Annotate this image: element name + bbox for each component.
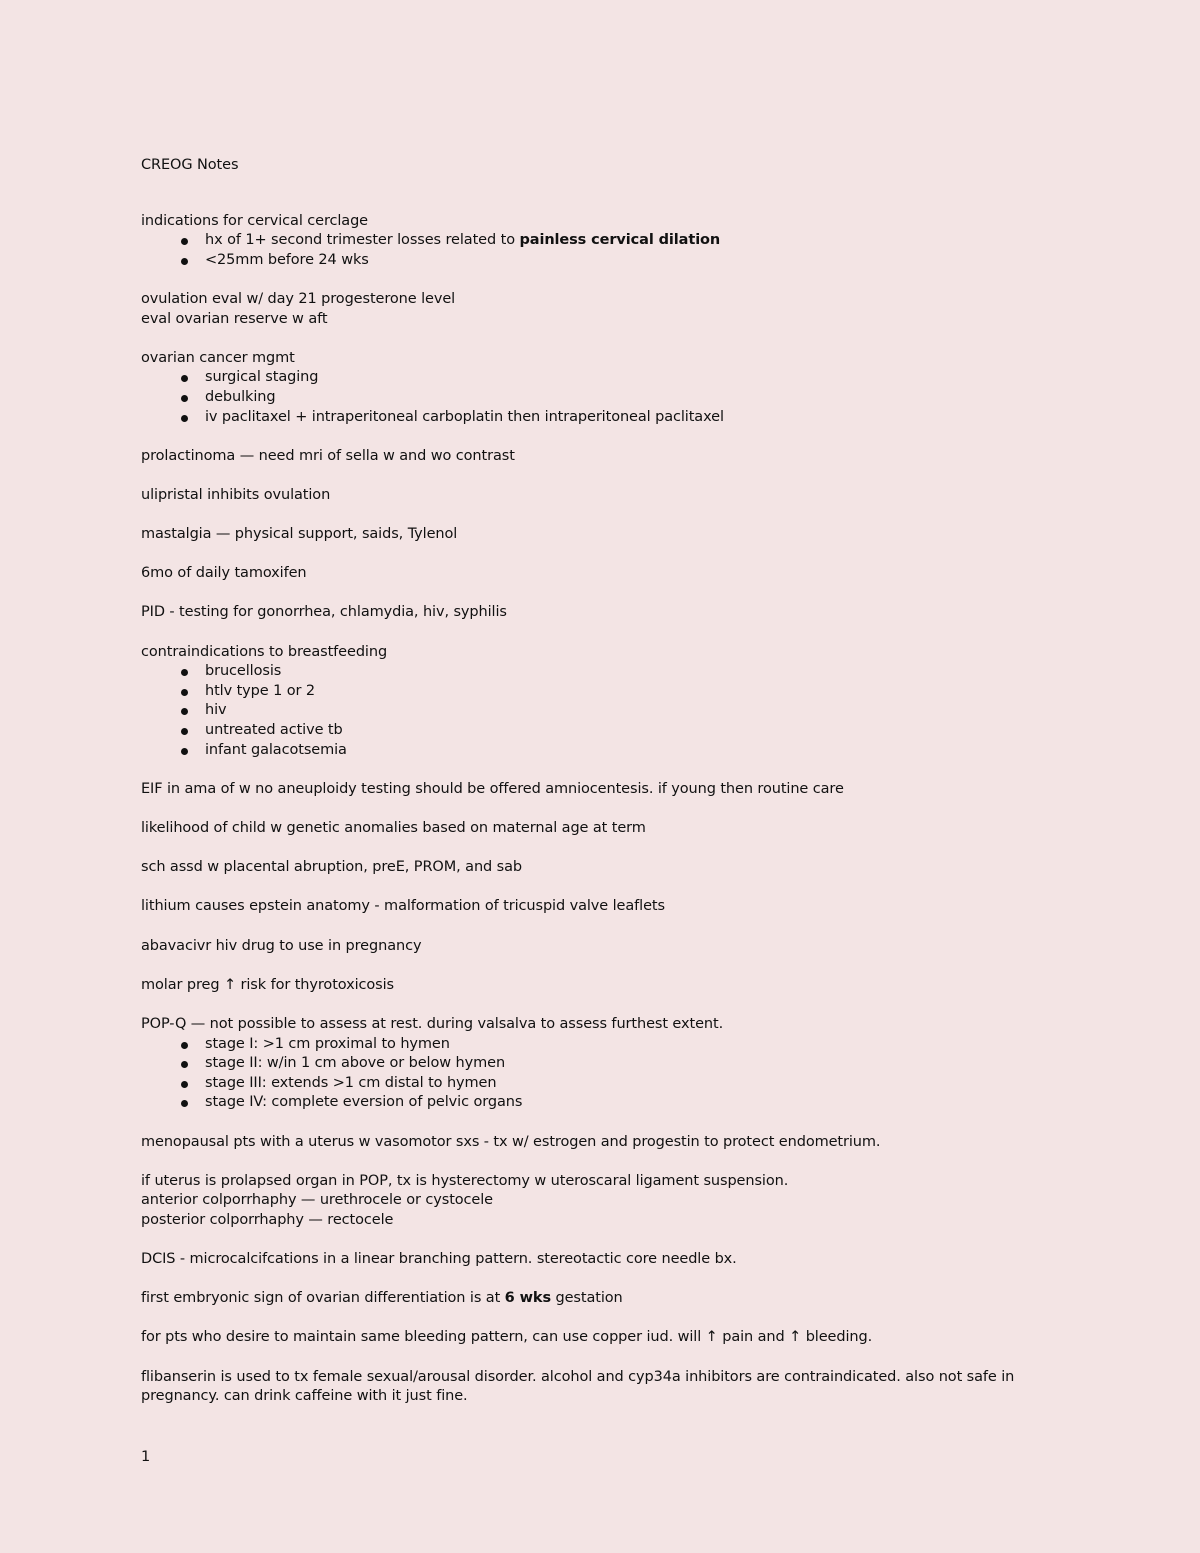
ovulation-section — [141, 290, 1061, 329]
ovulation-line-2: eval ovarian reserve w aft — [141, 310, 328, 327]
ovarian-cancer-heading: ovarian cancer mgmt — [141, 349, 295, 366]
flibanserin-note: flibanserin is used to tx female sexual/arousal disorder. alcohol and cyp34a inhibitors are contraindicated. also not safe in pregnancy. can drink caffeine with it just fine. — [141, 1368, 1015, 1405]
molar-note: molar preg ↑ risk for thyrotoxicosis — [141, 976, 394, 993]
embryonic-text-bold: 6 wks — [504, 1290, 551, 1307]
lithium-note: lithium causes epstein anatomy - malformation of tricuspid valve leaflets — [141, 898, 665, 915]
embryonic-note — [141, 1289, 1061, 1309]
cerclage-heading: indications for cervical cerclage — [141, 212, 369, 229]
embryonic-text-pre: first embryonic sign of ovarian differentiation is at — [141, 1290, 505, 1307]
likelihood-note: likelihood of child w genetic anomalies based on maternal age at term — [141, 820, 646, 836]
cerclage-list — [141, 231, 1061, 270]
list-item: stage IV: complete eversion of pelvic organs — [181, 1093, 1061, 1113]
menopausal-note: menopausal pts with a uterus w vasomotor sxs - tx w/ estrogen and progestin to protect endometrium. — [141, 1133, 881, 1150]
document-title: CREOG Notes — [141, 157, 239, 173]
popq-list — [141, 1035, 1061, 1113]
mastalgia-note: mastalgia — physical support, saids, Tylenol — [141, 526, 458, 543]
prolapse-section — [141, 1172, 1061, 1231]
prolactinoma-note: prolactinoma — need mri of sella w and wo contrast — [141, 447, 515, 464]
breastfeeding-section — [141, 643, 1061, 761]
abacavir-note: abavacivr hiv drug to use in pregnancy — [141, 937, 422, 954]
popq-heading: POP-Q — not possible to assess at rest. during valsalva to assess furthest extent. — [141, 1015, 724, 1032]
list-item: untreated active tb — [181, 721, 1061, 741]
ovarian-cancer-list — [141, 368, 1061, 427]
popq-section — [141, 1015, 1061, 1113]
cerclage-item-bold: painless cervical dilation — [519, 232, 721, 249]
list-item: stage I: >1 cm proximal to hymen — [181, 1035, 1061, 1055]
list-item: surgical staging — [181, 368, 1061, 388]
list-item: debulking — [181, 388, 1061, 408]
cerclage-section — [141, 212, 1061, 271]
document-page — [141, 156, 1061, 1426]
ovulation-line-1: ovulation eval w/ day 21 progesterone level — [141, 290, 456, 307]
prolapse-line-2: anterior colporrhaphy — urethrocele or cystocele — [141, 1192, 493, 1209]
list-item: htlv type 1 or 2 — [181, 682, 1061, 702]
embryonic-text-post: gestation — [550, 1290, 623, 1307]
list-item — [181, 231, 1061, 251]
breastfeeding-heading: contraindications to breastfeeding — [141, 643, 388, 660]
list-item: stage II: w/in 1 cm above or below hymen — [181, 1054, 1061, 1074]
page-number: 1 — [141, 1449, 151, 1465]
ulipristal-note: ulipristal inhibits ovulation — [141, 486, 331, 503]
breastfeeding-list — [141, 662, 1061, 760]
list-item: <25mm before 24 wks — [181, 251, 1061, 271]
prolapse-line-1: if uterus is prolapsed organ in POP, tx is hysterectomy w uteroscaral ligament suspension. — [141, 1172, 789, 1189]
prolapse-line-3: posterior colporrhaphy — rectocele — [141, 1211, 394, 1228]
list-item: stage III: extends >1 cm distal to hymen — [181, 1074, 1061, 1094]
ovarian-cancer-section — [141, 349, 1061, 427]
sch-note: sch assd w placental abruption, preE, PROM, and sab — [141, 859, 522, 876]
copper-iud-note: for pts who desire to maintain same bleeding pattern, can use copper iud. will ↑ pain and ↑ bleeding. — [141, 1329, 873, 1346]
tamoxifen-note: 6mo of daily tamoxifen — [141, 565, 307, 582]
eif-note: EIF in ama of w no aneuploidy testing should be offered amniocentesis. if young then routine care — [141, 780, 844, 797]
list-item: hiv — [181, 701, 1061, 721]
list-item: infant galacotsemia — [181, 741, 1061, 761]
list-item: brucellosis — [181, 662, 1061, 682]
cerclage-item-text: hx of 1+ second trimester losses related to — [205, 232, 520, 249]
pid-note: PID - testing for gonorrhea, chlamydia, hiv, syphilis — [141, 604, 507, 621]
dcis-note: DCIS - microcalcifcations in a linear branching pattern. stereotactic core needle bx. — [141, 1251, 737, 1268]
list-item: iv paclitaxel + intraperitoneal carboplatin then intraperitoneal paclitaxel — [181, 408, 1061, 428]
